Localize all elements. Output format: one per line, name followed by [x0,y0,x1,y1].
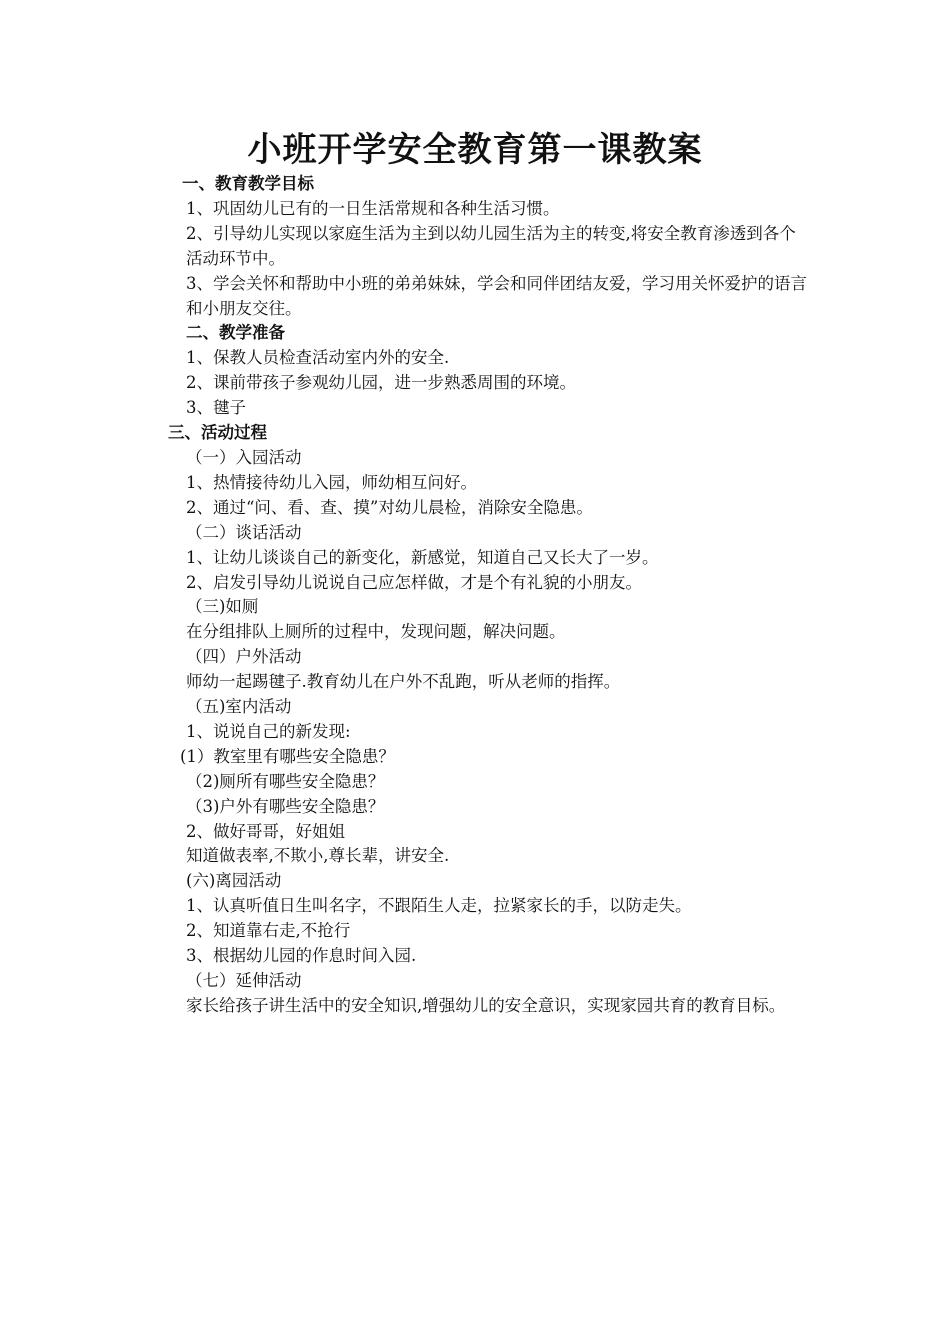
paragraph-line: 1、热情接待幼儿入园，师幼相互问好。 [186,472,477,492]
paragraph-line: （一）入园活动 [186,447,302,467]
document-title: 小班开学安全教育第一课教案 [247,130,703,170]
paragraph-line: 3、学会关怀和帮助中小班的弟弟妹妹，学会和同伴团结友爱，学习用关怀爱护的语言和小朋友交往。 [186,273,807,318]
paragraph-line: 家长给孩子讲生活中的安全知识,增强幼儿的安全意识，实现家园共育的教育目标。 [186,995,786,1015]
paragraph-line: 2、引导幼儿实现以家庭生活为主到以幼儿园生活为主的转变,将安全教育渗透到各个活动环节中。 [186,223,796,268]
paragraph-line: 3、根据幼儿园的作息时间入园. [186,946,417,966]
paragraph-line: 1、说说自己的新发现: [186,721,351,741]
paragraph-line: 1、保教人员检查活动室内外的安全. [186,348,450,368]
paragraph-line: 2、通过“问、看、查、摸”对幼儿晨检，消除安全隐患。 [186,497,593,517]
paragraph-line: 2、启发引导幼儿说说自己应怎样做，才是个有礼貌的小朋友。 [186,572,642,592]
paragraph-line: 知道做表率,不欺小,尊长辈，讲安全. [186,846,450,866]
paragraph-line: 在分组排队上厕所的过程中，发现问题，解决问题。 [186,622,566,642]
paragraph-line: （七）延伸活动 [186,971,302,990]
paragraph-line: （二）谈话活动 [186,522,302,542]
paragraph-line: 1、让幼儿谈谈自己的新变化，新感觉，知道自己又长大了一岁。 [186,547,659,567]
paragraph-line: 2、课前带孩子参观幼儿园，进一步熟悉周围的环境。 [186,373,576,393]
paragraph-line: (1）教室里有哪些安全隐患？ [180,746,395,766]
paragraph-line: 师幼一起踢毽子.教育幼儿在户外不乱跑，听从老师的指挥。 [186,672,621,692]
paragraph-line: 1、巩固幼儿已有的一日生活常规和各种生活习惯。 [186,198,560,218]
paragraph-line: （2)厕所有哪些安全隐患？ [186,771,385,791]
document-body [146,172,808,1019]
paragraph-line: (六)离园活动 [186,871,282,891]
paragraph-line: （五)室内活动 [186,697,292,717]
paragraph-line: 2、做好哥哥，好姐姐 [186,821,345,841]
section-heading: 二、教学准备 [186,323,285,343]
paragraph-line: （三)如厕 [186,597,259,617]
paragraph-line: 3、毽子 [186,398,246,418]
section-heading: 一、教育教学目标 [182,174,314,193]
paragraph-line: 1、认真听值日生叫名字，不跟陌生人走，拉紧家长的手，以防走失。 [186,896,692,916]
section-heading: 三、活动过程 [168,423,267,443]
paragraph-line: （3)户外有哪些安全隐患？ [186,796,385,816]
paragraph-line: （四）户外活动 [186,647,302,667]
paragraph-line: 2、知道靠右走,不抢行 [186,921,351,941]
